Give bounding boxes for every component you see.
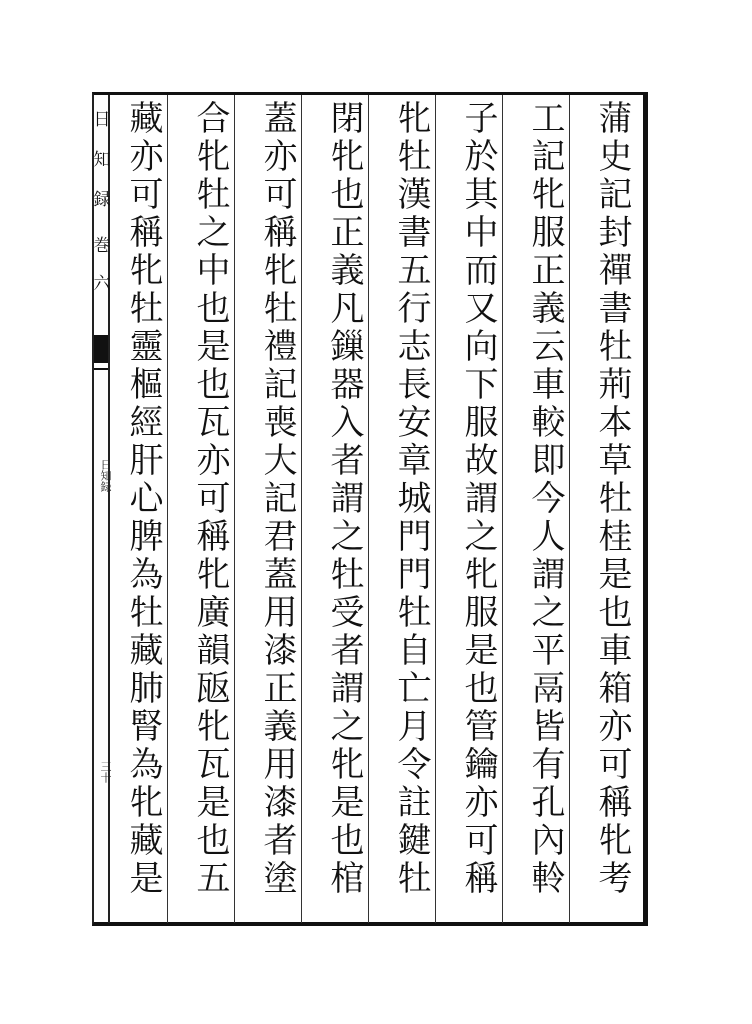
text-column-2: 工記牝服正義云車較即今人謂之平鬲皆有孔內軨: [525, 100, 565, 898]
text-column-6: 蓋亦可稱牝牡禮記喪大記君蓋用漆正義用漆者塗: [257, 100, 297, 898]
margin-title-char-3: 録: [93, 190, 111, 210]
margin-title-char-1: 日: [93, 110, 111, 130]
margin-book-title: 日知録: [99, 458, 112, 492]
text-column-5: 閉牝也正義凡鏁器入者謂之牡受者謂之牝是也棺: [324, 100, 364, 898]
fishtail-rule: [94, 368, 108, 370]
fishtail-mark: [94, 335, 108, 363]
margin-title-char-5: 六: [93, 274, 111, 294]
text-column-7: 合牝牡之中也是也瓦亦可稱牝廣韻瓪牝瓦是也五: [190, 100, 230, 898]
margin-title-char-2: 知: [93, 150, 111, 170]
text-column-1: 蒲史記封禪書牡荊本草牡桂是也車箱亦可稱牝考: [592, 100, 632, 898]
text-column-3: 子於其中而又向下服故謂之牝服是也管鑰亦可稱: [458, 100, 498, 898]
margin-page-number: 三十: [99, 761, 112, 783]
text-column-4: 牝牡漢書五行志長安章城門門牡自亡月令註鍵牡: [391, 100, 431, 898]
text-column-8: 藏亦可稱牝牡靈樞經肝心脾為牡藏肺腎為牝藏是: [123, 100, 163, 898]
margin-title-char-4: 巻: [93, 236, 111, 256]
